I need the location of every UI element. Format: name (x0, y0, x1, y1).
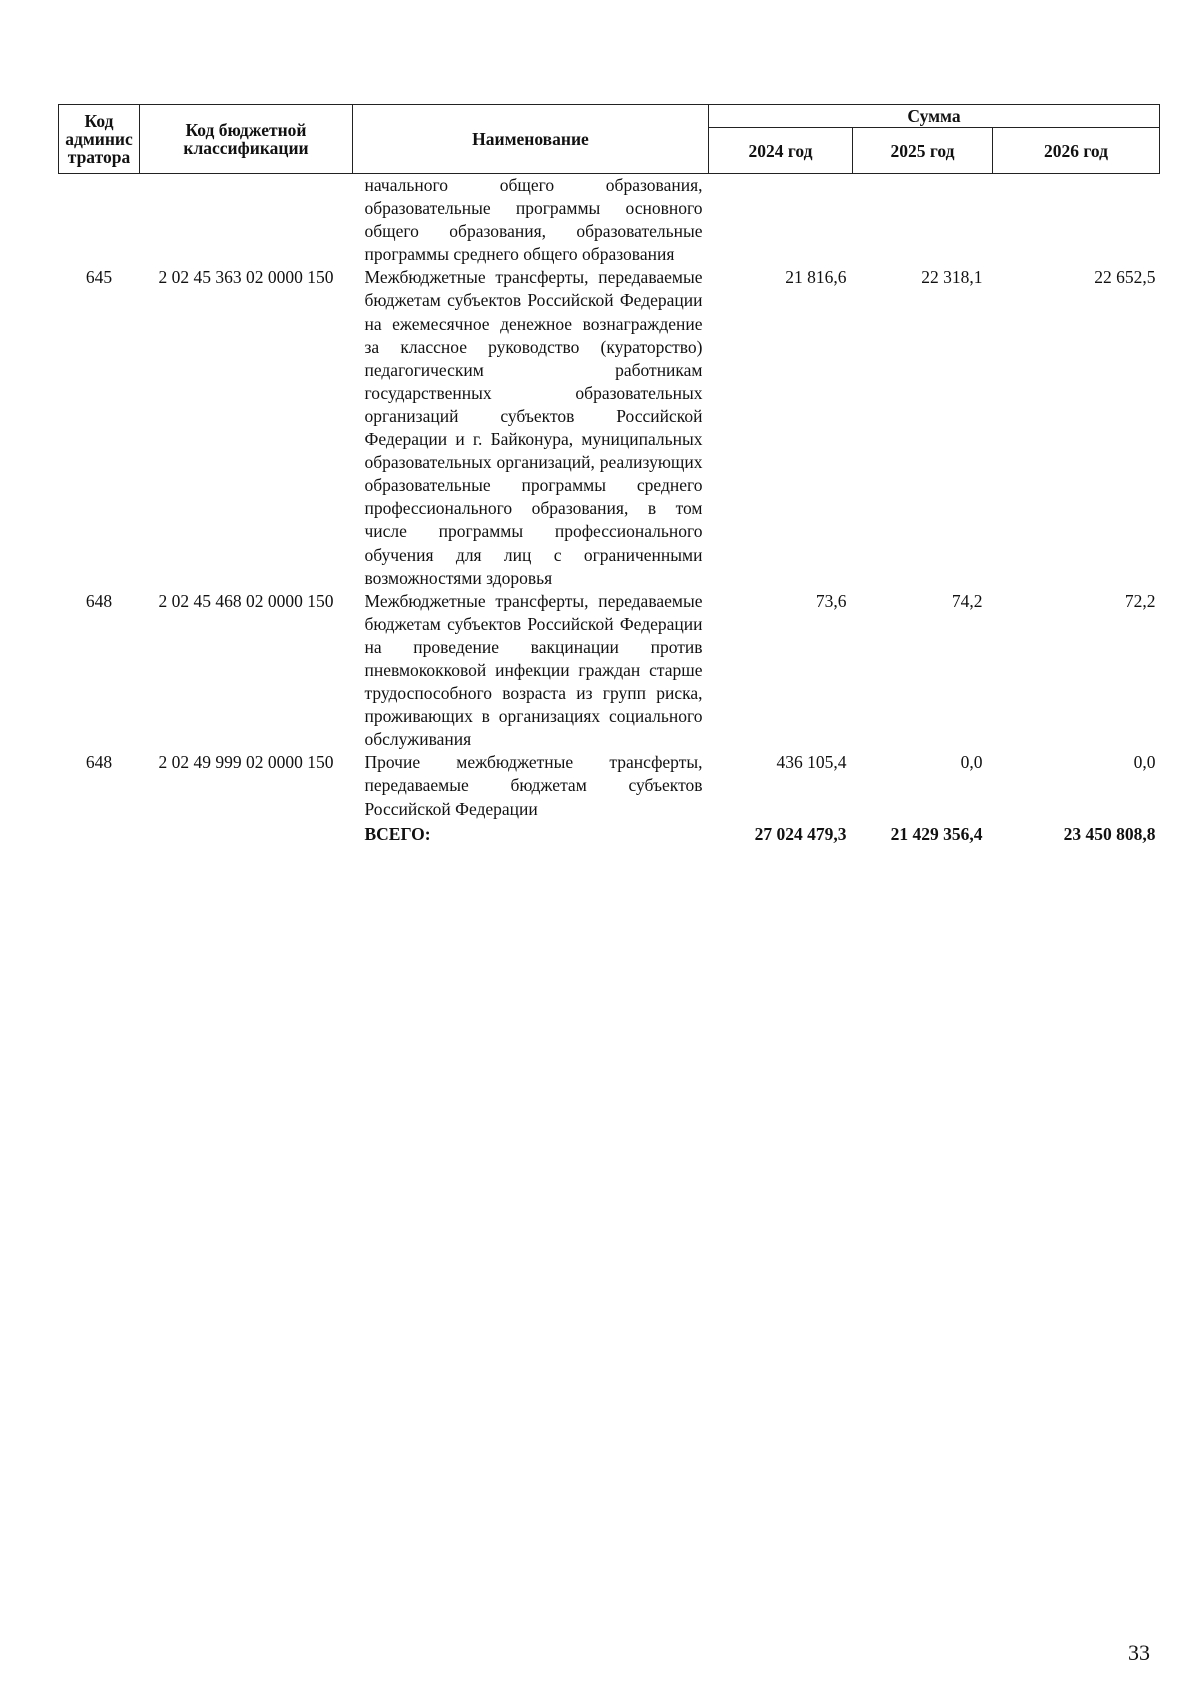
sum-2025-cell (853, 174, 993, 267)
header-admin-code (59, 105, 140, 174)
budget-table-container (58, 104, 1159, 846)
name-text: Прочие межбюджетные трансферты, передаваемые бюджетам субъектов Российской Федерации (364, 752, 703, 819)
budget-table (58, 104, 1160, 846)
total-2024: 27 024 479,3 (754, 823, 847, 844)
header-year-2025: 2025 год (853, 128, 993, 174)
admin-cell: 645 (85, 267, 113, 288)
admin-cell (59, 821, 140, 846)
header-year-2024: 2024 год (709, 128, 853, 174)
admin-cell (59, 174, 140, 267)
table-row-continuation (59, 174, 1160, 267)
header-admin-code-line1: Код (84, 111, 114, 131)
name-text: Межбюджетные трансферты, передаваемые бюджетам субъектов Российской Федерации на ежемесячное денежное вознаграждение за классное руководство (кураторство) педагогическим работникам государственных образовательных организаций субъектов Российской Федерации и г. Байконура, муниципальных образовательных организаций, реализующих образовательные программы среднего профессионального образования, в том числе программы профессионального обучения для лиц с ограниченными возможностями здоровья (364, 267, 703, 588)
header-name: Наименование (353, 105, 709, 174)
name-text: Межбюджетные трансферты, передаваемые бюджетам субъектов Российской Федерации на проведение вакцинации против пневмококковой инфекции граждан старше трудоспособного возраста из групп риска, проживающих в организациях социального обслуживания (364, 590, 703, 750)
total-label: ВСЕГО: (364, 823, 431, 844)
table-row (59, 751, 1160, 820)
sum-2026-cell: 0,0 (1133, 752, 1156, 773)
header-kbk: Код бюджетной классификации (140, 105, 353, 174)
table-row (59, 266, 1160, 589)
sum-2025-cell: 74,2 (951, 590, 983, 611)
total-2026: 23 450 808,8 (1063, 823, 1156, 844)
kbk-cell (140, 821, 353, 846)
sum-2026-cell: 22 652,5 (1094, 267, 1156, 288)
sum-2024-cell: 21 816,6 (785, 267, 847, 288)
kbk-cell: 2 02 45 468 02 0000 150 (158, 590, 334, 611)
admin-cell: 648 (85, 752, 113, 773)
sum-2025-cell: 22 318,1 (921, 267, 983, 288)
kbk-cell: 2 02 45 363 02 0000 150 (158, 267, 334, 288)
name-cell (353, 174, 709, 267)
name-text: начального общего образования, образовательные программы основного общего образования, образовательные программы среднего общего образования (364, 175, 703, 265)
table-row (59, 590, 1160, 752)
name-cell (353, 751, 709, 820)
sum-2026-cell: 72,2 (1124, 590, 1156, 611)
header-sum: Сумма (709, 105, 1160, 128)
page-number: 33 (1128, 1640, 1150, 1665)
header-admin-code-line2: админис (65, 129, 133, 149)
kbk-cell (140, 174, 353, 267)
sum-2024-cell: 436 105,4 (776, 752, 847, 773)
sum-2024-cell: 73,6 (815, 590, 847, 611)
name-cell (353, 266, 709, 589)
admin-cell: 648 (85, 590, 113, 611)
total-row (59, 821, 1160, 846)
header-year-2026: 2026 год (993, 128, 1160, 174)
sum-2024-cell (709, 174, 853, 267)
sum-2025-cell: 0,0 (960, 752, 983, 773)
sum-2026-cell (993, 174, 1160, 267)
table-header (59, 105, 1160, 174)
name-cell (353, 590, 709, 752)
total-2025: 21 429 356,4 (890, 823, 983, 844)
header-admin-code-line3: тратора (67, 147, 131, 167)
kbk-cell: 2 02 49 999 02 0000 150 (158, 752, 334, 773)
